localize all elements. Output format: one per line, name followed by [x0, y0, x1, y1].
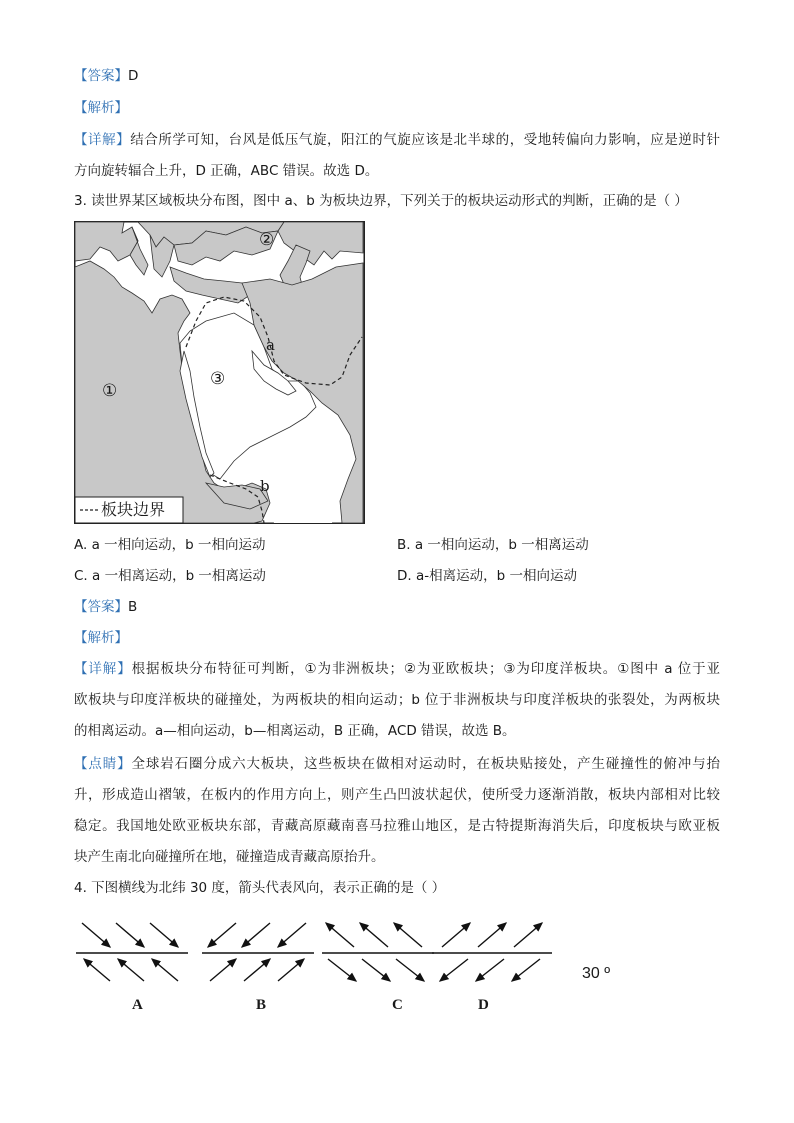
panel-b-arrows: [202, 923, 314, 981]
option-a[interactable]: A. a 一相向运动，b 一相向运动: [74, 537, 266, 553]
q2-answer-line: [74, 66, 138, 86]
panel-label-c: C: [392, 997, 403, 1013]
plate-label-3: ③: [210, 369, 226, 389]
q3-answer-line: [74, 597, 137, 617]
answer-tag: 【答案】: [74, 599, 128, 615]
analysis-tag: 【解析】: [74, 630, 128, 646]
q3-point-line-1: 【点睛】全球岩石圈分成六大板块，这些板块在做相对运动时，在板块贴接处，产生碰撞性的俯冲与抬: [74, 756, 720, 772]
option-b[interactable]: B. a 一相向运动，b 一相离运动: [397, 537, 589, 553]
answer-tag: 【答案】: [74, 68, 128, 84]
q2-analysis-line: [74, 98, 128, 118]
detail-tag: 【详解】: [74, 132, 131, 148]
answer-value: B: [128, 599, 138, 615]
wind-diagram: [70, 915, 630, 1025]
plate-map: [74, 221, 365, 524]
q3-point-line-2: 升，形成造山褶皱，在板内的作用方向上，则产生凸凹波状起伏，使所受力逐渐消散，板块内部相对比较: [74, 787, 720, 803]
legend-text: 板块边界: [101, 500, 166, 519]
q3-point-line-3: 稳定。我国地处欧亚板块东部，青藏高原藏南喜马拉雅山地区，是古特提斯海消失后，印度板块与欧亚板: [74, 818, 720, 834]
answer-value: D: [128, 68, 139, 84]
panel-label-d: D: [478, 997, 489, 1013]
analysis-tag: 【解析】: [74, 100, 128, 116]
boundary-label-a: a: [266, 336, 275, 354]
q3-analysis-line: [74, 628, 128, 648]
plate-label-1: ①: [102, 381, 118, 401]
point-tag: 【点睛】: [74, 756, 132, 772]
q3-detail-line-2: 欧板块与印度洋板块的碰撞处，为两板块的相向运动；b 位于非洲板块与印度洋板块的张裂处，为两板块: [74, 692, 720, 708]
panel-d-arrows: [432, 923, 552, 981]
option-c[interactable]: C. a 一相离运动，b 一相离运动: [74, 568, 266, 584]
q3-detail-line-1: 【详解】根据板块分布特征可判断，①为非洲板块；②为亚欧板块；③为印度洋板块。①图中 a 位于亚: [74, 661, 721, 677]
panel-label-a: A: [132, 997, 143, 1013]
option-d[interactable]: D. a-相离运动，b 一相向运动: [397, 568, 577, 584]
q3-stem: 3. 读世界某区域板块分布图，图中 a、b 为板块边界，下列关于的板块运动形式的判断，正确的是（ ）: [74, 193, 688, 209]
q2-detail-line-1: 【详解】结合所学可知，台风是低压气旋，阳江的气旋应该是北半球的，受地转偏向力影响，应是逆时针: [74, 132, 721, 148]
panel-a-arrows: [76, 923, 188, 981]
q3-point-line-4: 块产生南北向碰撞所在地，碰撞造成青藏高原抬升。: [74, 849, 385, 865]
latitude-label: 30 º: [582, 965, 611, 982]
q2-detail-line-2: 方向旋转辐合上升，D 正确，ABC 错误。故选 D。: [74, 163, 379, 179]
boundary-label-b: b: [260, 477, 270, 495]
panel-label-b: B: [256, 997, 267, 1013]
panel-c-arrows: [322, 923, 434, 981]
q4-stem: 4. 下图横线为北纬 30 度，箭头代表风向，表示正确的是（ ）: [74, 880, 446, 896]
plate-label-2: ②: [259, 230, 275, 250]
detail-tag: 【详解】: [74, 661, 132, 677]
q3-detail-line-3: 的相离运动。a—相向运动，b—相离运动，B 正确，ACD 错误，故选 B。: [74, 723, 516, 739]
